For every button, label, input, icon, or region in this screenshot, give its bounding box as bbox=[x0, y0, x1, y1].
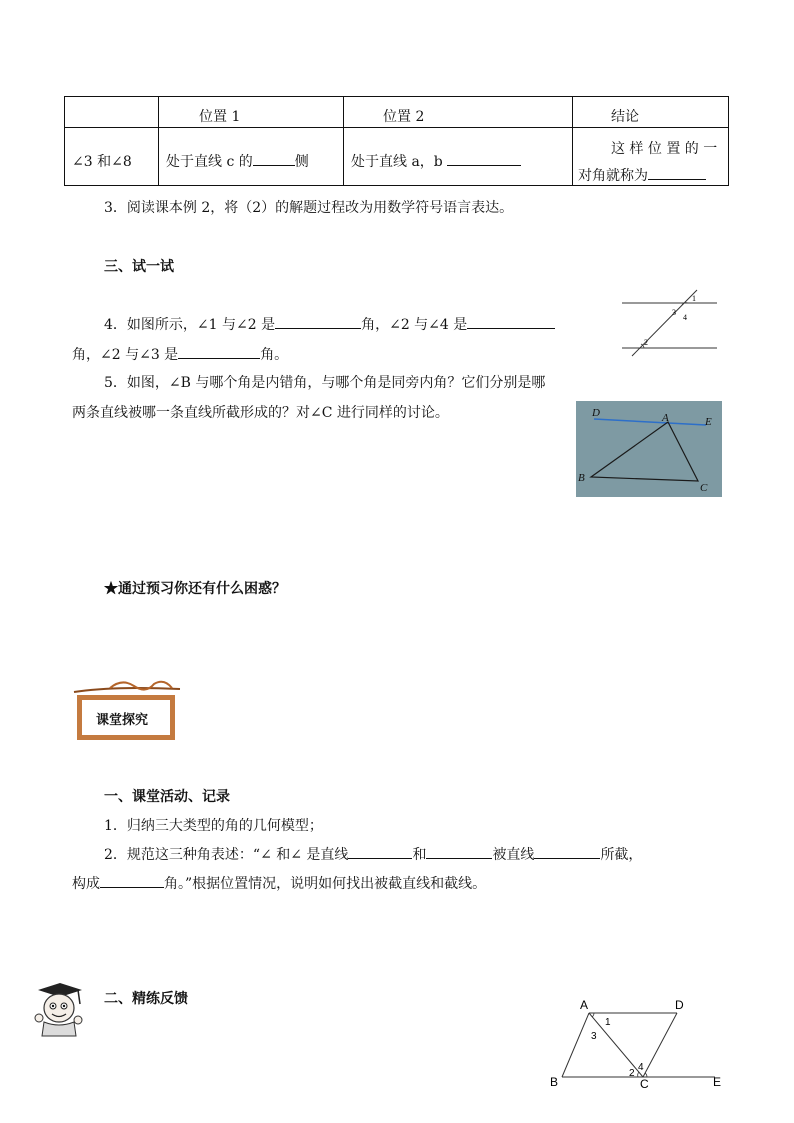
cartoon-pupil bbox=[52, 1005, 54, 1007]
point-label-B: B bbox=[550, 1075, 559, 1089]
banner-scroll-stick bbox=[74, 688, 180, 692]
figure-parallelogram bbox=[545, 995, 730, 1095]
answer-blank[interactable] bbox=[100, 873, 164, 888]
table-cell-text: 处于直线 a，b bbox=[351, 154, 443, 170]
point-label-C: C bbox=[640, 1077, 649, 1091]
point-label-A: A bbox=[580, 998, 589, 1012]
answer-blank[interactable] bbox=[467, 314, 555, 329]
angle-label-2: 2 bbox=[629, 1068, 635, 1079]
answer-blank[interactable] bbox=[253, 151, 295, 166]
figure-triangle-photo bbox=[576, 401, 722, 497]
point-label-D: D bbox=[592, 407, 600, 419]
item-1: 1．归纳三大类型的角的几何模型； bbox=[104, 818, 323, 834]
table-cell-position1 bbox=[166, 151, 309, 171]
diagonal-AC bbox=[589, 1013, 643, 1077]
answer-blank[interactable] bbox=[447, 151, 521, 166]
section-title-practice: 二、精练反馈 bbox=[104, 991, 188, 1007]
point-label-A: A bbox=[662, 412, 669, 424]
answer-blank[interactable] bbox=[275, 314, 361, 329]
cartoon-hand bbox=[74, 1016, 82, 1024]
table-header-conclusion: 结论 bbox=[611, 109, 639, 125]
answer-blank[interactable] bbox=[534, 844, 600, 859]
item-2-line2 bbox=[72, 873, 486, 893]
section-title-activity: 一、课堂活动、记录 bbox=[104, 789, 230, 805]
segment-AB bbox=[562, 1013, 589, 1077]
section-title-try: 三、试一试 bbox=[104, 259, 174, 275]
table-cell-angle: ∠3 和∠8 bbox=[72, 154, 132, 170]
answer-blank[interactable] bbox=[178, 344, 260, 359]
item-2-line1 bbox=[104, 844, 642, 864]
table-cell-conclusion-line2 bbox=[578, 165, 706, 185]
point-label-B: B bbox=[578, 472, 585, 484]
angle-label-3: 3 bbox=[672, 308, 676, 317]
angle-label-4: 4 bbox=[683, 313, 687, 322]
item-4-text: 4．如图所示，∠1 与∠2 是 bbox=[104, 317, 276, 333]
item-4-line2 bbox=[72, 344, 288, 364]
point-label-C: C bbox=[700, 482, 708, 494]
table-divider bbox=[65, 127, 728, 128]
table-header-position1: 位置 1 bbox=[199, 109, 241, 125]
cartoon-pupil bbox=[63, 1005, 65, 1007]
cartoon-hand bbox=[35, 1014, 43, 1022]
table-divider bbox=[343, 97, 344, 185]
table-header-position2: 位置 2 bbox=[383, 109, 425, 125]
table-cell-position2 bbox=[351, 151, 521, 171]
point-label-E: E bbox=[705, 416, 712, 428]
cartoon-face bbox=[44, 994, 74, 1022]
answer-blank[interactable] bbox=[348, 844, 412, 859]
angle-label-2: 2 bbox=[644, 338, 648, 347]
item-2-text: 被直线 bbox=[492, 847, 535, 863]
teacher-cartoon-icon bbox=[30, 980, 86, 1038]
angle-label-3: 3 bbox=[591, 1031, 597, 1042]
angle-position-table bbox=[64, 96, 729, 186]
table-divider bbox=[158, 97, 159, 185]
cap-tassel bbox=[78, 990, 80, 1004]
item-5-line2: 两条直线被哪一条直线所截形成的？对∠C 进行同样的讨论。 bbox=[72, 405, 449, 421]
segment-DC bbox=[643, 1013, 677, 1077]
table-cell-text: 对角就称为 bbox=[578, 168, 648, 184]
item-4-text: 角，∠2 与∠4 是 bbox=[361, 317, 468, 333]
item-4-line1 bbox=[104, 314, 555, 334]
cartoon-body bbox=[42, 1022, 76, 1036]
item-2-text: 所截， bbox=[600, 847, 643, 863]
preview-question: ★通过预习你还有什么困惑？ bbox=[104, 581, 286, 597]
item-4-text: 角。 bbox=[260, 347, 289, 363]
table-divider bbox=[572, 97, 573, 185]
item-2-text: 2．规范这三种角表述：“∠ 和∠ 是直线 bbox=[104, 847, 349, 863]
item-2-text: 角。”根据位置情况，说明如何找出被截直线和截线。 bbox=[164, 876, 487, 892]
answer-blank[interactable] bbox=[648, 165, 706, 180]
item-2-text: 构成 bbox=[72, 876, 100, 892]
angle-label-1: 1 bbox=[605, 1017, 611, 1028]
table-cell-text: 处于直线 c 的 bbox=[166, 154, 253, 170]
angle-label-1: 1 bbox=[692, 294, 696, 303]
figure-transversal bbox=[632, 290, 697, 356]
item-4-text: 角，∠2 与∠3 是 bbox=[72, 347, 179, 363]
item-2-text: 和 bbox=[412, 847, 427, 863]
banner-label: 课堂探究 bbox=[96, 713, 149, 728]
figure-parallel-lines bbox=[612, 286, 722, 358]
table-cell-text: 侧 bbox=[294, 154, 309, 170]
table-cell-conclusion-line1: 这 样 位 置 的 一 bbox=[611, 141, 718, 157]
angle-arc bbox=[592, 1013, 594, 1017]
point-label-E: E bbox=[713, 1075, 722, 1089]
item-5-line1: 5．如图，∠B 与哪个角是内错角，与哪个角是同旁内角？它们分别是哪 bbox=[104, 375, 546, 391]
answer-blank[interactable] bbox=[426, 844, 492, 859]
angle-label-4: 4 bbox=[638, 1062, 644, 1073]
item-3: 3．阅读课本例 2，将（2）的解题过程改为用数学符号语言表达。 bbox=[104, 200, 514, 216]
point-label-D: D bbox=[675, 998, 684, 1012]
